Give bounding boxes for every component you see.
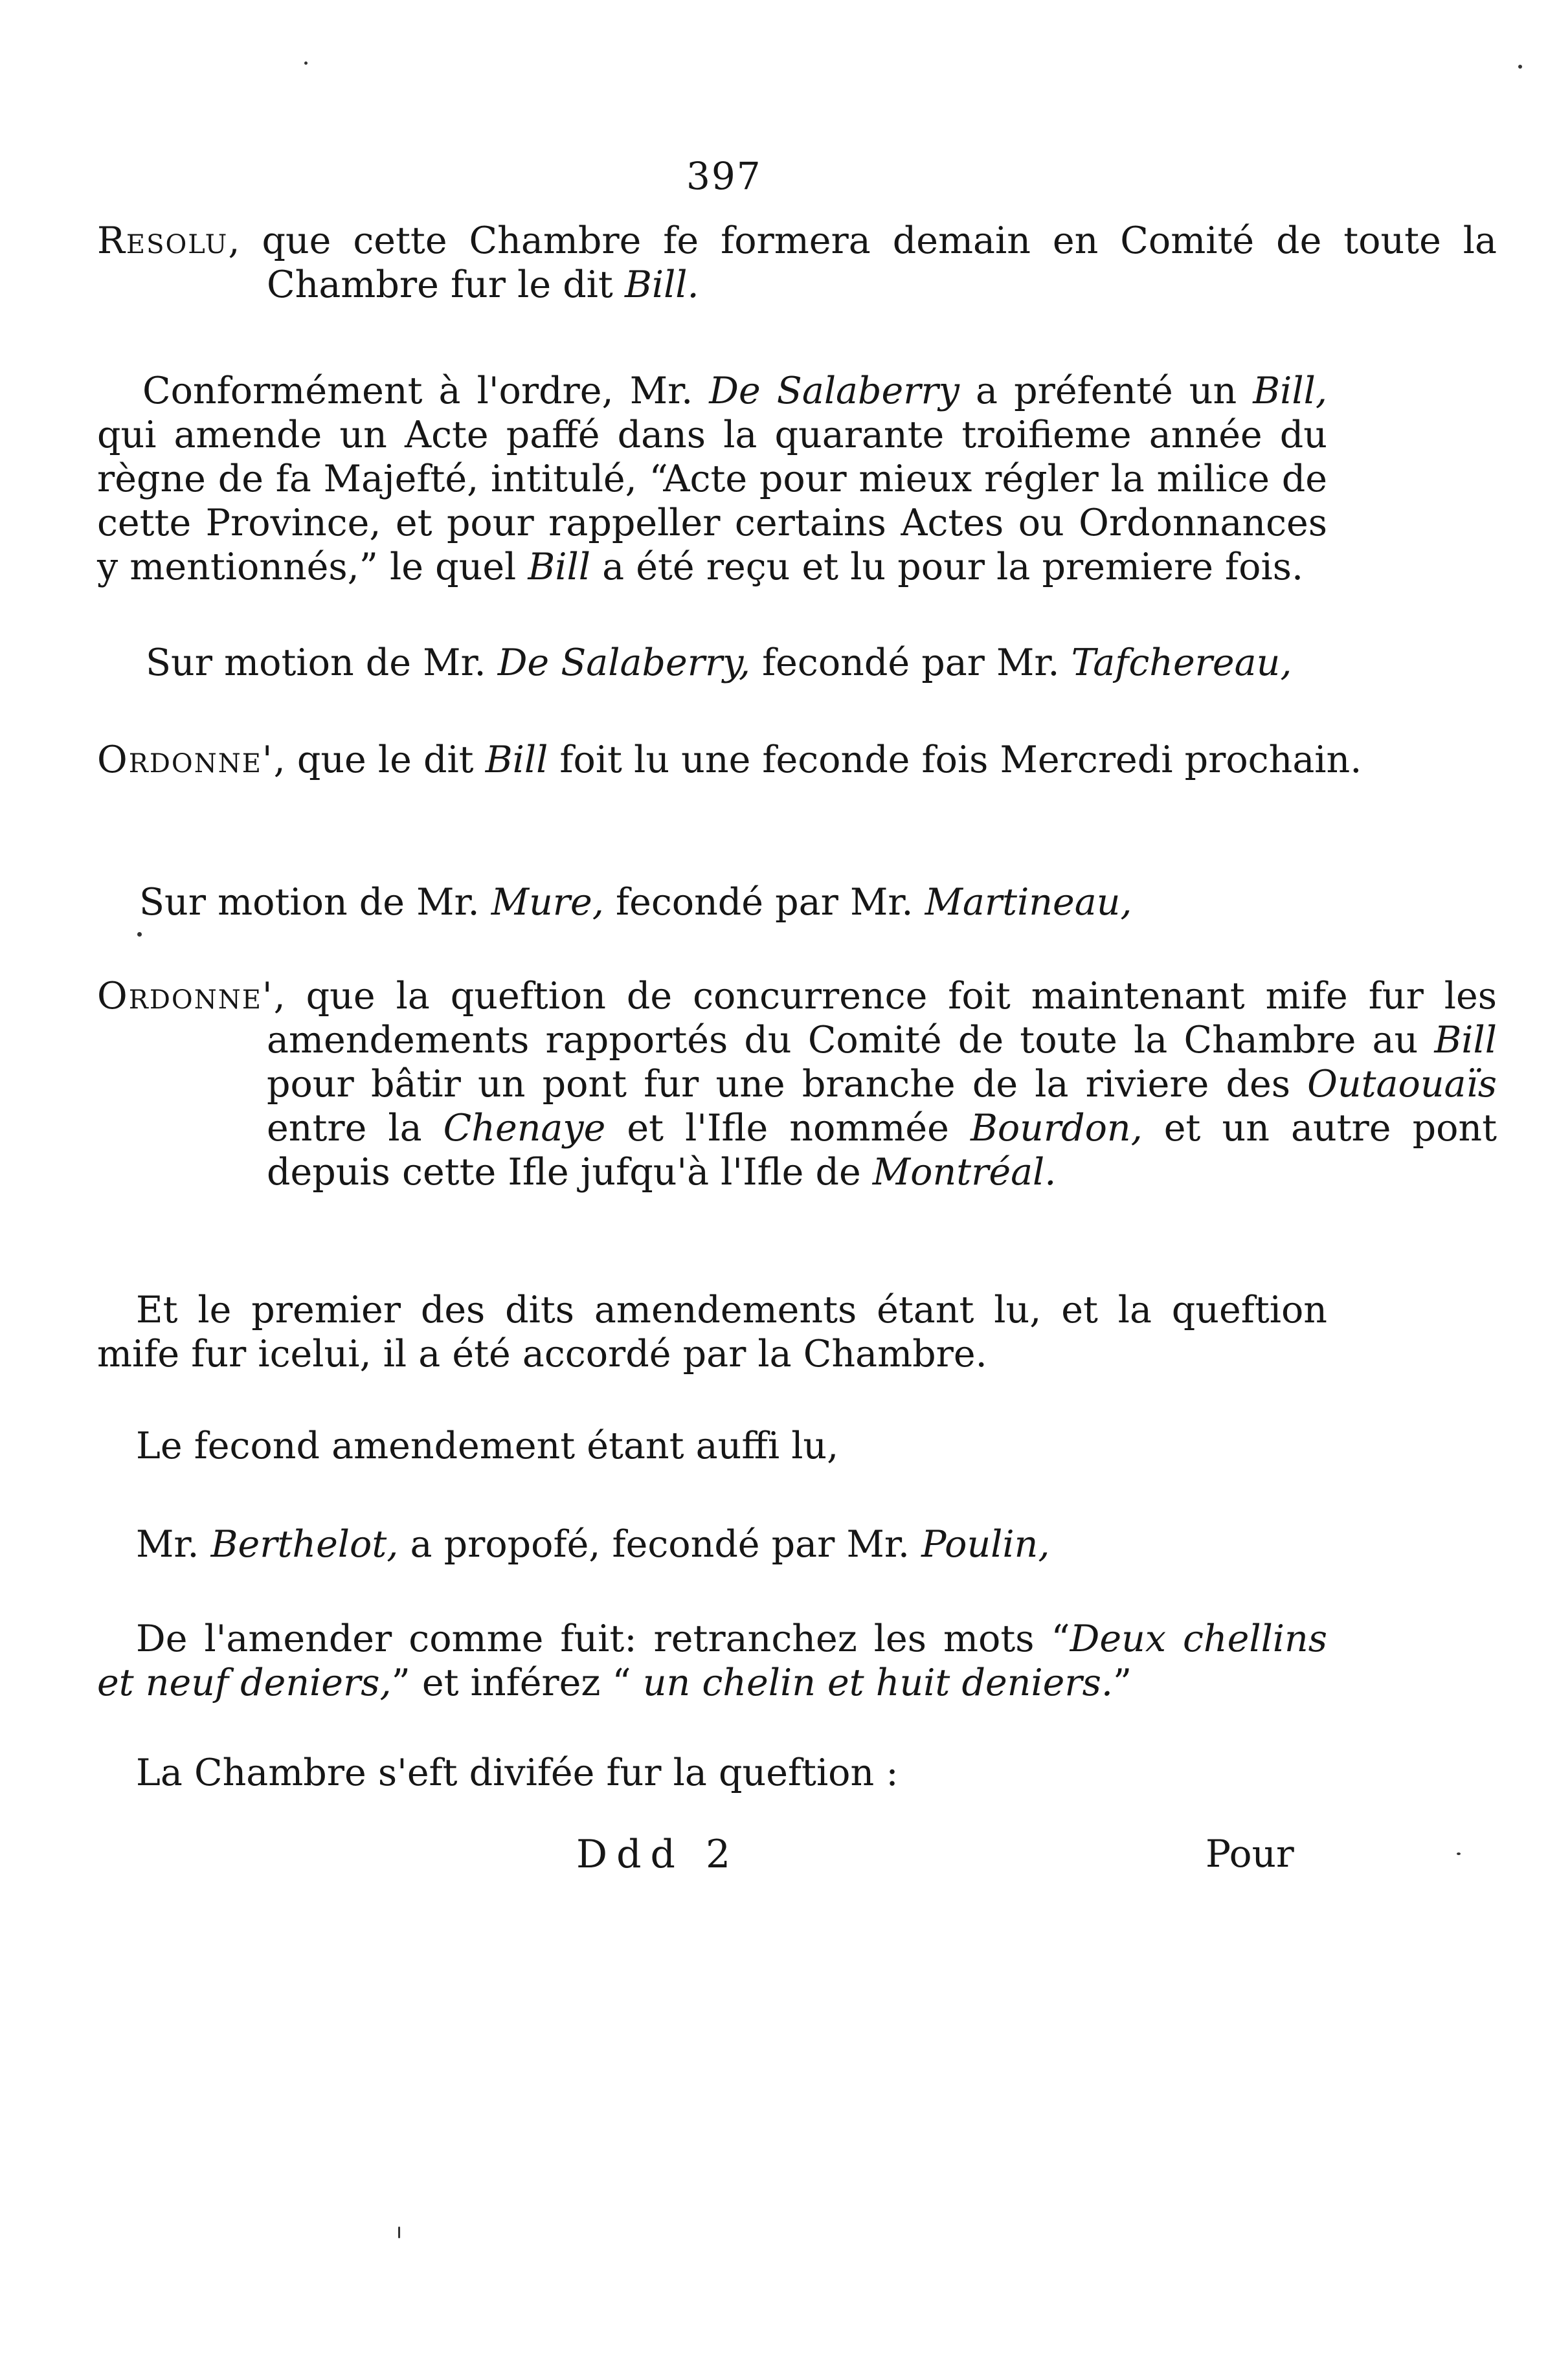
- text-run: fecondé par Mr.: [603, 881, 925, 924]
- amendment-paragraph: [97, 1617, 1327, 1705]
- bill-presentation-paragraph: [97, 369, 1327, 589]
- text-run: Sur motion de Mr.: [146, 641, 498, 684]
- ink-speck: [304, 61, 308, 65]
- text-run: ”: [1112, 1662, 1132, 1704]
- text-run: a été reçu et lu pour la premiere fois.: [590, 546, 1304, 588]
- order-paragraph: [97, 974, 1497, 1194]
- text-run: Et le premier des dits amendements étant lu, et la queftion mife fur icelui, il a été accordé par la Chambre.: [97, 1289, 1327, 1375]
- text-run: Mr.: [136, 1523, 211, 1566]
- member-name: De Salaberry,: [497, 641, 750, 684]
- text-run: Le fecond amendement étant auffi lu,: [136, 1425, 839, 1467]
- text-run: De l'amender comme fuit: retranchez les mots “: [136, 1618, 1070, 1660]
- member-name: Poulin,: [921, 1523, 1050, 1566]
- member-name: Tafchereau,: [1071, 641, 1292, 684]
- member-name: Martineau,: [925, 881, 1132, 924]
- catchword: Pour: [1206, 1832, 1294, 1876]
- text-run: pour bâtir un pont fur une branche de la riviere des: [267, 1063, 1308, 1106]
- member-name: Mure,: [491, 881, 604, 924]
- place-name: Chenaye: [443, 1107, 606, 1150]
- proposal-paragraph: [136, 1522, 1321, 1566]
- text-run: qui amende un Acte paffé dans la quarante troifieme année du règne de fa Majefté, intitulé, “Acte pour mieux régler la milice de cette Province, et pour rappeller certains Actes ou Ordonnances y mentionnés,” le quel: [97, 414, 1327, 588]
- ordonne-heading: Ordonne': [97, 975, 274, 1018]
- bill-italic: Bill,: [1253, 370, 1327, 412]
- bill-italic: Bill: [528, 546, 590, 588]
- text-run: entre la: [267, 1107, 443, 1150]
- ink-speck: [1457, 1852, 1461, 1855]
- resolu-heading: Resolu: [97, 219, 229, 262]
- place-name: Bourdon,: [970, 1107, 1143, 1150]
- text-run: Sur motion de Mr.: [139, 881, 491, 924]
- division-paragraph: [136, 1751, 1321, 1795]
- amendment-paragraph: [97, 1288, 1327, 1376]
- bill-italic: Bill: [1434, 1019, 1497, 1062]
- signature-mark: Ddd 2: [576, 1832, 740, 1877]
- motion-paragraph: [146, 641, 1330, 685]
- bill-italic: Bill.: [624, 263, 699, 306]
- text-run: ” et inférez “: [391, 1662, 643, 1704]
- text-run: a propofé, fecondé par Mr.: [398, 1523, 922, 1566]
- text-run: , que le dit: [273, 739, 486, 781]
- page-number: 397: [686, 154, 762, 198]
- text-run: , que la queftion de concurrence foit maintenant mife fur les amendements rapportés du Comité de toute la Chambre au: [267, 975, 1497, 1062]
- motion-paragraph: [139, 880, 1324, 924]
- ink-speck: [398, 2227, 400, 2238]
- text-run: et l'Ifle nommée: [605, 1107, 970, 1150]
- text-run: fecondé par Mr.: [750, 641, 1071, 684]
- ordonne-heading: Ordonne': [97, 739, 274, 781]
- text-run: foit lu une feconde fois Mercredi prochain.: [548, 739, 1362, 781]
- bill-italic: Bill: [485, 739, 548, 781]
- place-name: Montréal.: [872, 1151, 1057, 1194]
- place-name: Outaouaïs: [1307, 1063, 1497, 1106]
- text-run: La Chambre s'eft divifée fur la queftion :: [136, 1752, 899, 1794]
- quoted-words: un chelin et huit deniers.: [642, 1662, 1113, 1704]
- member-name: Berthelot,: [210, 1523, 399, 1566]
- resolution-text: , que cette Chambre fe formera demain en Comité de toute la Chambre fur le dit: [228, 219, 1497, 306]
- text-run: Conformément à l'ordre, Mr.: [142, 370, 710, 412]
- text-run: a préfenté un: [959, 370, 1253, 412]
- order-paragraph: [97, 738, 1477, 782]
- ink-speck: [1518, 65, 1522, 69]
- amendment-paragraph: [136, 1424, 1321, 1468]
- quoted-words: Deux chellins et neuf deniers,: [97, 1618, 1327, 1704]
- member-name: De Salaberry: [709, 370, 959, 412]
- resolution-paragraph: [97, 219, 1497, 307]
- text-run: et un autre pont depuis cette Ifle jufqu'à l'Ifle de: [267, 1107, 1498, 1194]
- ink-speck: [137, 932, 142, 937]
